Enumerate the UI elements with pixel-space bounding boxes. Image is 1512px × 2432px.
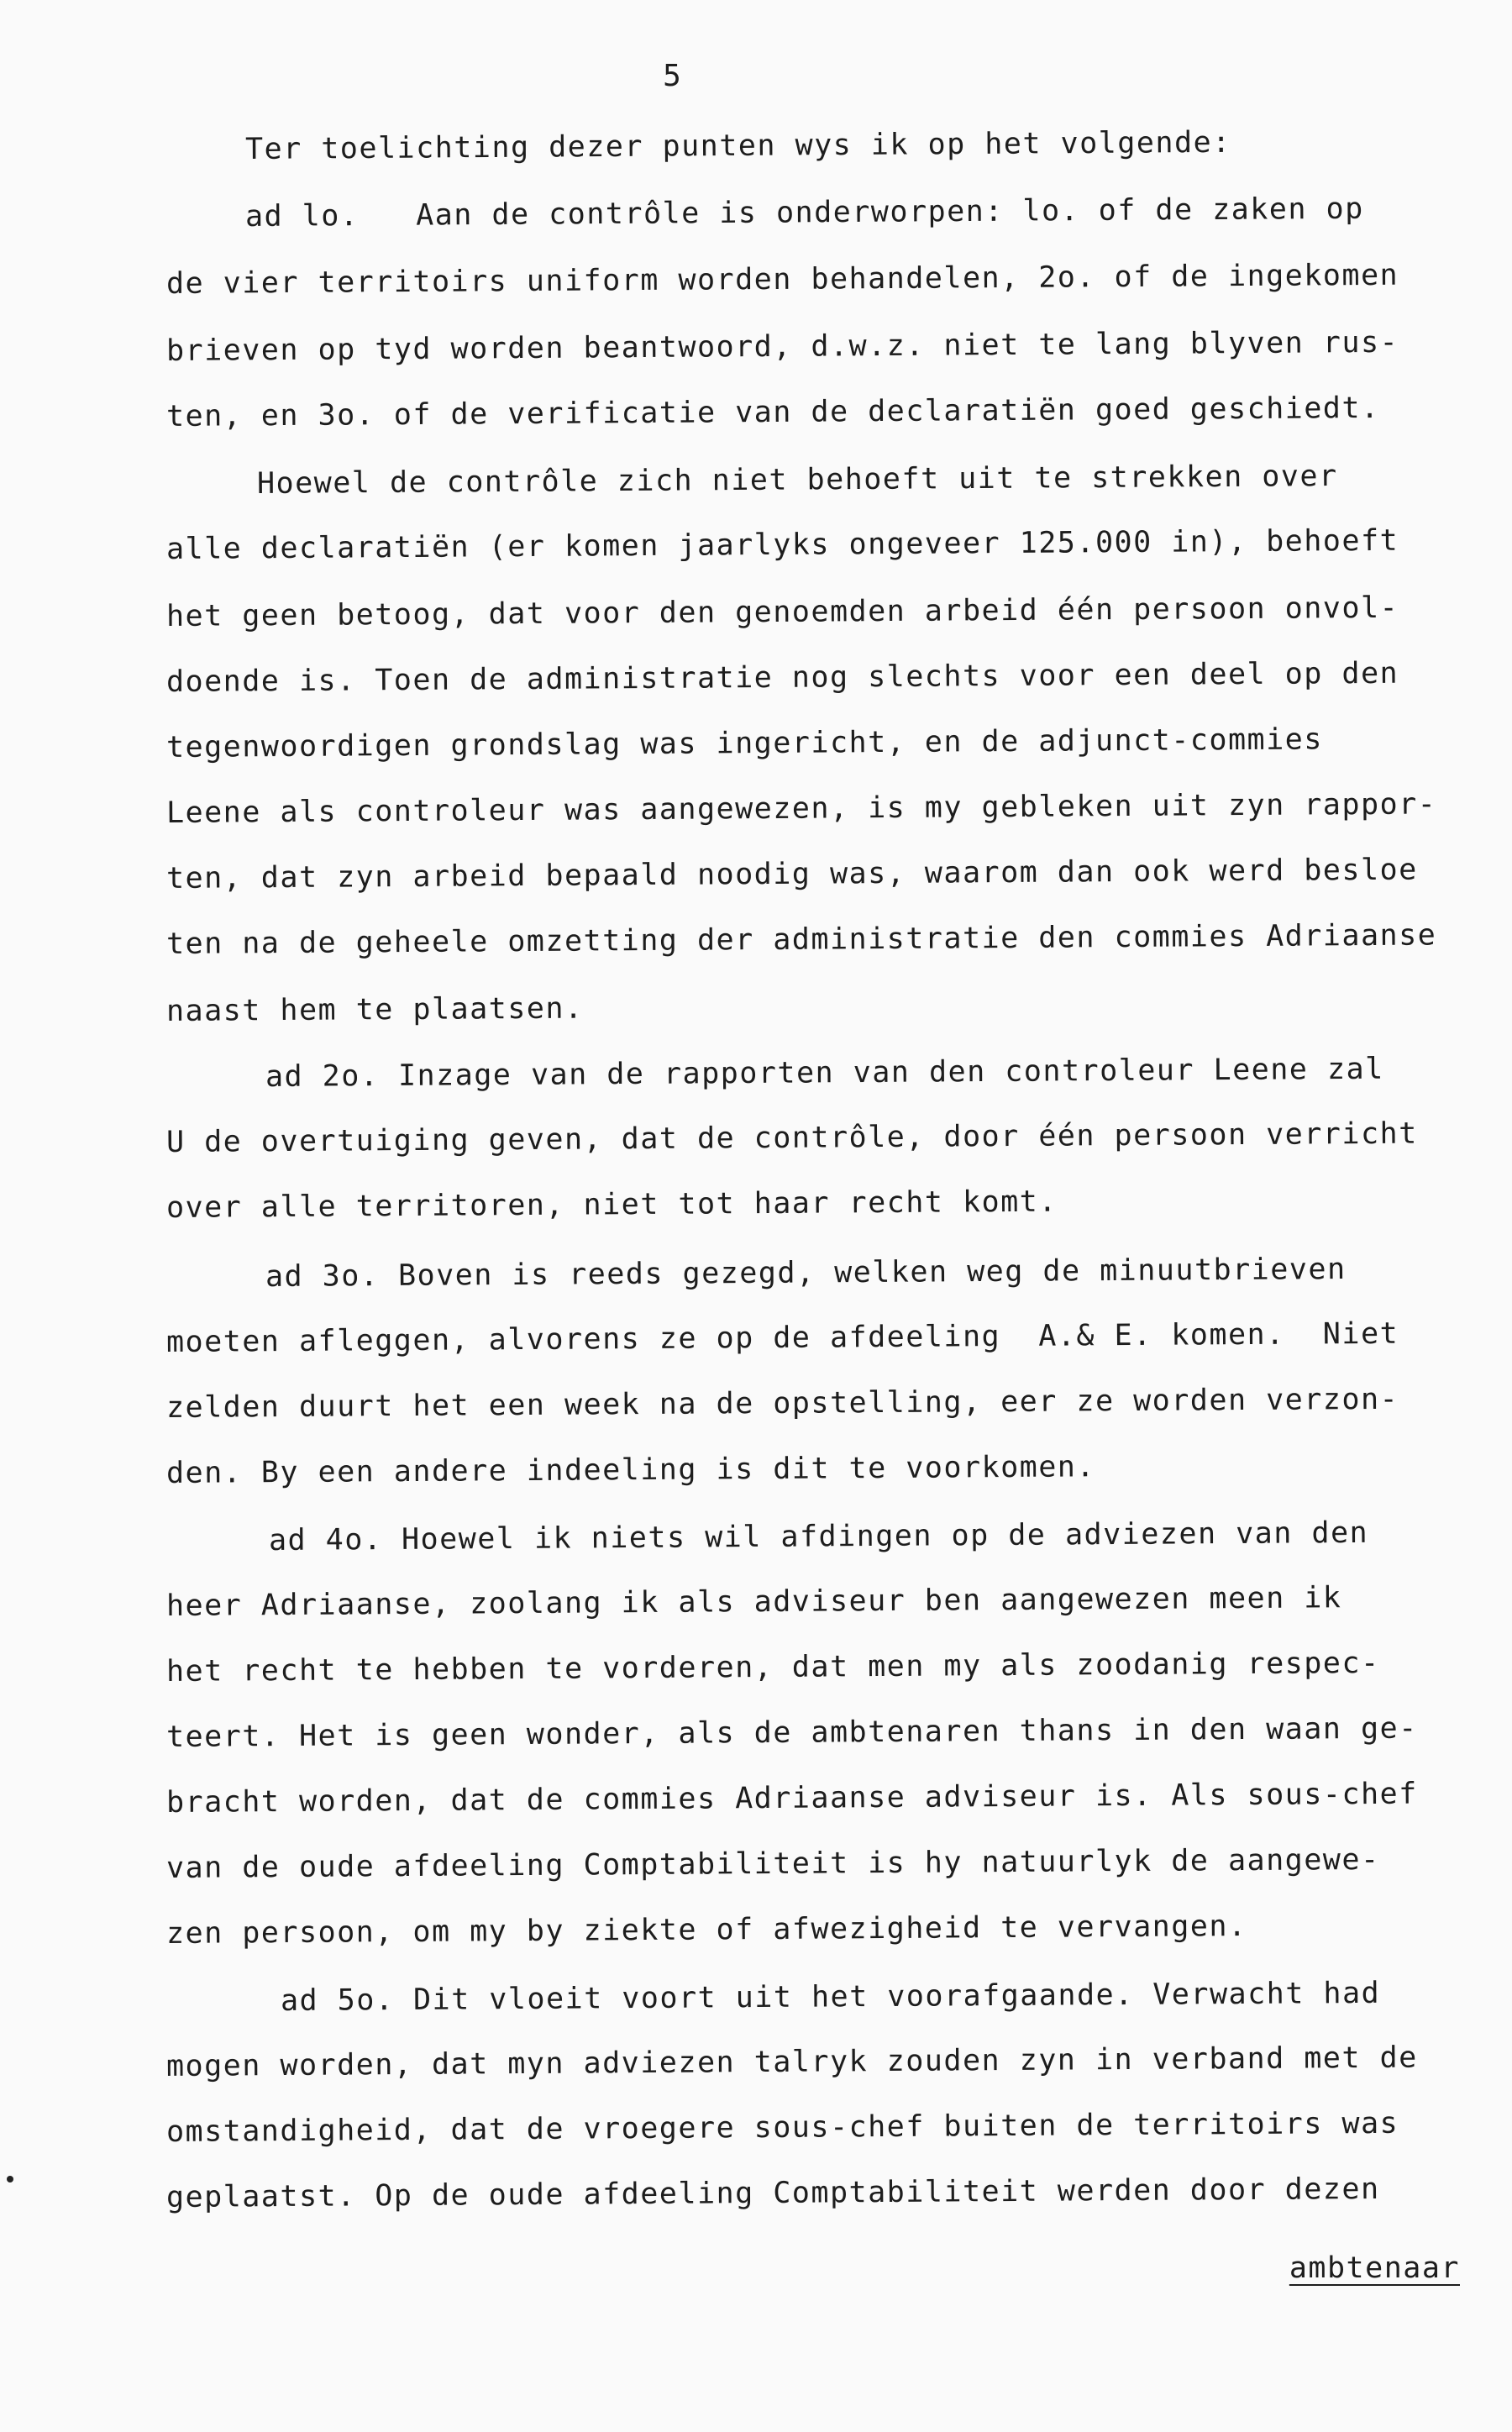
text-line: zen persoon, om my by ziekte of afwezigheid te vervangen.	[165, 1909, 1247, 1951]
text-line: Ter toelichting dezer punten wys ik op het volgende:	[244, 125, 1231, 166]
text-line: ten, en 3o. of de verificatie van de declaratiën goed geschiedt.	[165, 391, 1380, 433]
text-line: brieven op tyd worden beantwoord, d.w.z. niet te lang blyven rus-	[165, 325, 1399, 368]
text-line: ad 4o. Hoewel ik niets wil afdingen op de adviezen van den	[268, 1515, 1369, 1557]
text-line: doende is. Toen de administratie nog slechts voor een deel op den	[165, 656, 1399, 699]
text-line: ad 3o. Boven is reeds gezegd, welken weg de minuutbrieven	[265, 1253, 1347, 1294]
text-line: moeten afleggen, alvorens ze op de afdeeling A.& E. komen. Niet	[165, 1316, 1399, 1359]
text-line: ad lo. Aan de contrôle is onderworpen: lo. of de zaken op	[244, 192, 1364, 234]
text-line: mogen worden, dat myn adviezen talryk zouden zyn in verband met de	[165, 2041, 1418, 2083]
text-line: alle declaratiën (er komen jaarlyks ongeveer 125.000 in), behoeft	[165, 523, 1399, 566]
catchword: ambtenaar	[1289, 2251, 1460, 2285]
text-line: zelden duurt het een week na de opstelling, eer ze worden verzon-	[165, 1382, 1399, 1425]
text-line: het recht te hebben te vorderen, dat men my als zoodanig respec-	[165, 1646, 1380, 1689]
margin-dot	[7, 2176, 13, 2182]
text-line: ad 2o. Inzage van de rapporten van den controleur Leene zal	[265, 1052, 1384, 1094]
text-line: geplaatst. Op de oude afdeeling Comptabiliteit werden door dezen	[165, 2172, 1380, 2214]
text-line: omstandigheid, dat de vroegere sous-chef buiten de territoirs was	[165, 2106, 1399, 2149]
text-line: ad 5o. Dit vloeit voort uit het voorafgaande. Verwacht had	[280, 1976, 1381, 2018]
text-line: U de overtuiging geven, dat de contrôle, door één persoon verricht	[165, 1116, 1418, 1159]
text-line: heer Adriaanse, zoolang ik als adviseur ben aangewezen meen ik	[165, 1581, 1342, 1623]
text-line: ten na de geheele omzetting der administratie den commies Adriaanse	[165, 918, 1437, 961]
text-line: over alle territoren, niet tot haar recht komt.	[165, 1184, 1058, 1225]
text-line: ten, dat zyn arbeid bepaald noodig was, waarom dan ook werd besloe	[165, 853, 1418, 896]
text-line: de vier territoirs uniform worden behandelen, 2o. of de ingekomen	[165, 258, 1399, 301]
text-line: Leene als controleur was aangewezen, is my gebleken uit zyn rappor-	[165, 787, 1437, 830]
text-line: teert. Het is geen wonder, als de ambtenaren thans in den waan ge-	[165, 1711, 1418, 1754]
text-line: tegenwoordigen grondslag was ingericht, en de adjunct-commies	[165, 722, 1323, 764]
text-line: Hoewel de contrôle zich niet behoeft uit te strekken over	[256, 460, 1338, 501]
text-line: den. By een andere indeeling is dit te voorkomen.	[165, 1450, 1096, 1490]
page-number: 5	[663, 59, 681, 93]
text-line: van de oude afdeeling Comptabiliteit is hy natuurlyk de aangewe-	[165, 1842, 1380, 1885]
text-line: naast hem te plaatsen.	[165, 991, 584, 1028]
text-line: bracht worden, dat de commies Adriaanse adviseur is. Als sous-chef	[165, 1777, 1418, 1820]
text-line: het geen betoog, dat voor den genoemden arbeid één persoon onvol-	[165, 591, 1399, 633]
